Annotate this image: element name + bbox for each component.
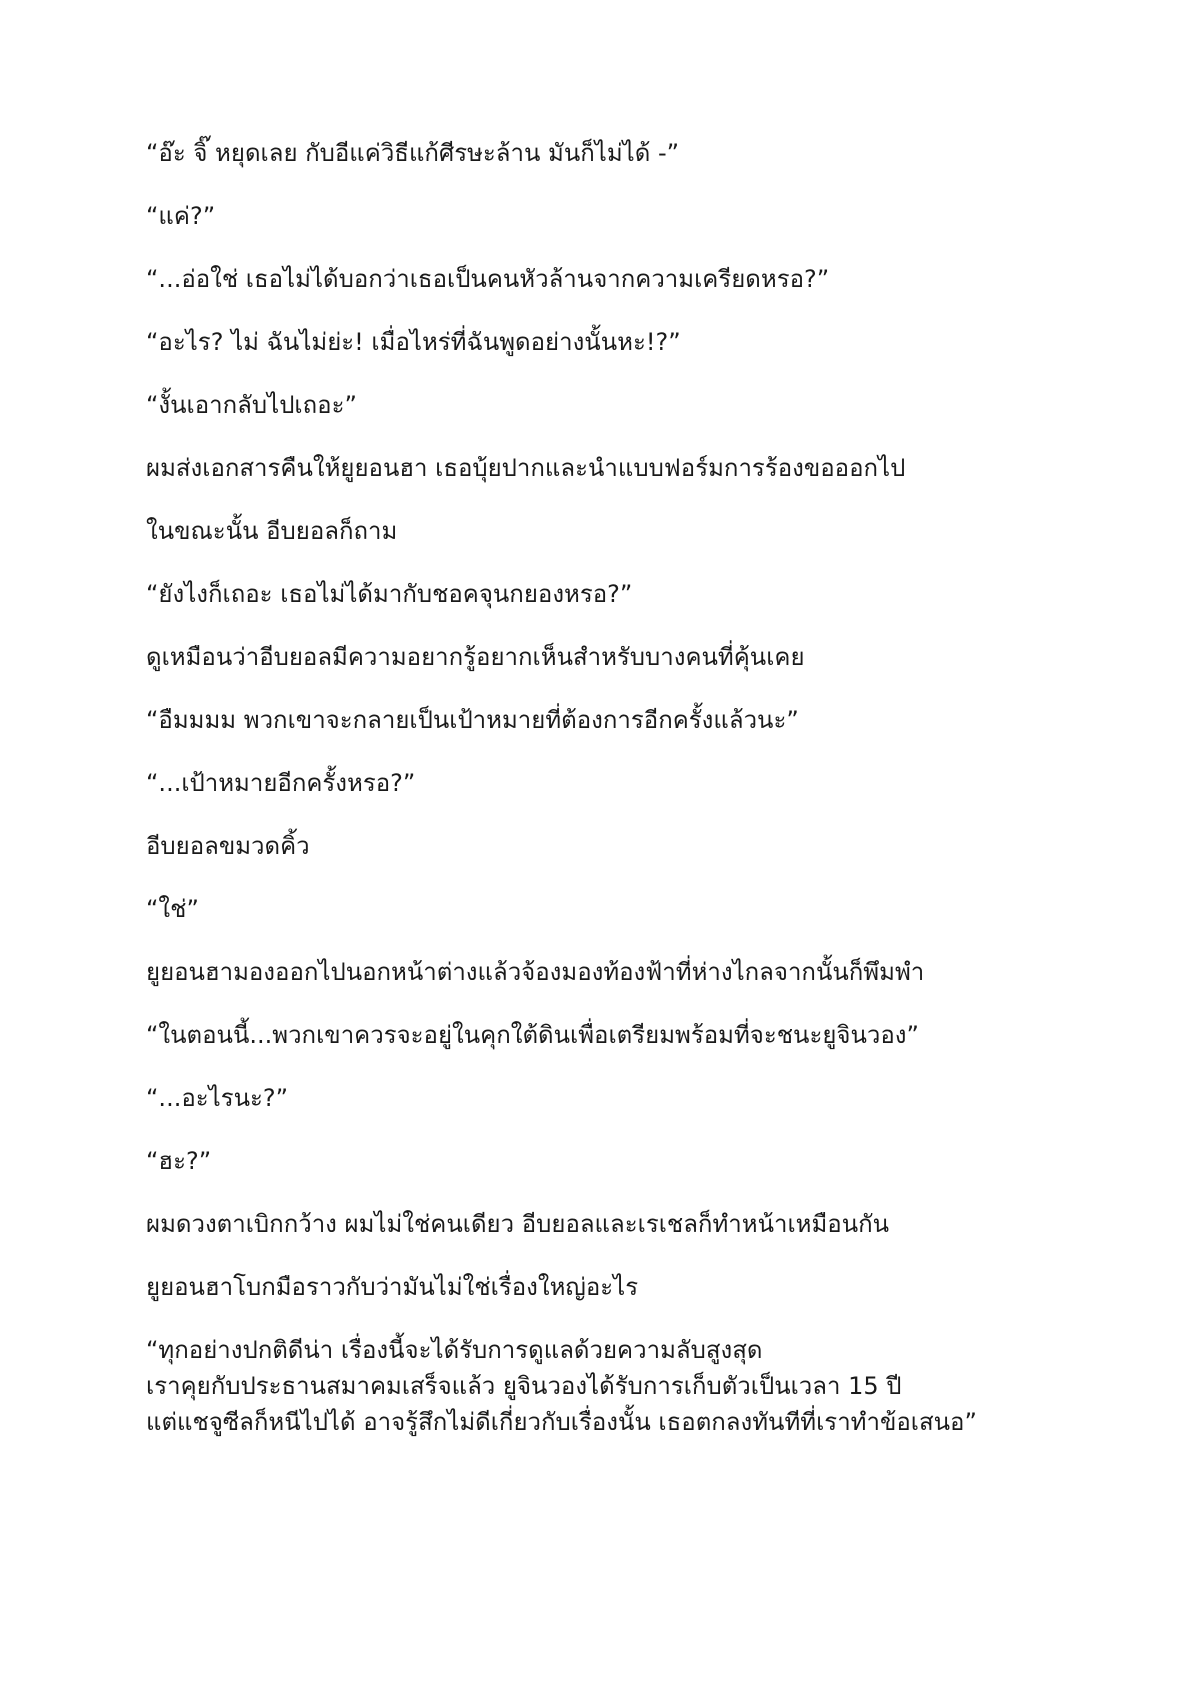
dialogue-line [146,1080,1106,1116]
text-line: “...เป้าหมายอีกครั้งหรอ?” [146,769,416,797]
text-line: “...อะไรนะ?” [146,1084,289,1112]
text-line: “...อ่อใช่ เธอไม่ได้บอกว่าเธอเป็นคนหัวล้านจากความเครียดหรอ?” [146,265,830,293]
text-line: ผมดวงตาเบิกกว้าง ผมไม่ใช่คนเดียว อีบยอลและเรเชลก็ทำหน้าเหมือนกัน [146,1210,890,1238]
text-line: อีบยอลขมวดคิ้ว [146,832,310,860]
dialogue-line [146,891,1106,927]
text-line: ยูยอนฮาโบกมือราวกับว่ามันไม่ใช่เรื่องใหญ่อะไร [146,1273,639,1301]
dialogue-paragraph [146,1332,1106,1440]
narration-line [146,1269,1106,1305]
narration-line [146,954,1106,990]
dialogue-line [146,765,1106,801]
text-line: “งั้นเอากลับไปเถอะ” [146,391,357,419]
dialogue-line [146,702,1106,738]
text-line: ในขณะนั้น อีบยอลก็ถาม [146,517,398,545]
dialogue-line [146,1017,1106,1053]
text-line: ดูเหมือนว่าอีบยอลมีความอยากรู้อยากเห็นสำหรับบางคนที่คุ้นเคย [146,643,805,671]
narration-line [146,1206,1106,1242]
text-line: “ใช่” [146,895,199,923]
dialogue-line [146,261,1106,297]
text-line: ผมส่งเอกสารคืนให้ยูยอนฮา เธอบุ้ยปากและนำแบบฟอร์มการร้องขอออกไป [146,454,906,482]
dialogue-line [146,387,1106,423]
text-line: “อ๊ะ จิ๊ หยุดเลย กับอีแค่วิธีแก้ศีรษะล้าน มันก็ไม่ได้ -” [146,139,680,167]
narration-line [146,639,1106,675]
text-line: แต่แชจูซีลก็หนีไปได้ อาจรู้สึกไม่ดีเกี่ยวกับเรื่องนั้น เธอตกลงทันทีที่เราทำข้อเสนอ” [146,1408,977,1436]
dialogue-line [146,198,1106,234]
dialogue-line [146,135,1106,171]
text-line: ยูยอนฮามองออกไปนอกหน้าต่างแล้วจ้องมองท้องฟ้าที่ห่างไกลจากนั้นก็พึมพำ [146,958,925,986]
narration-line [146,450,1106,486]
text-line: “ฮะ?” [146,1147,212,1175]
dialogue-line [146,1143,1106,1179]
text-line: “แค่?” [146,202,216,230]
text-line: “ทุกอย่างปกติดีน่า เรื่องนี้จะได้รับการดูแลด้วยความลับสูงสุด [146,1336,763,1364]
narration-line [146,513,1106,549]
text-line: “อืมมมม พวกเขาจะกลายเป็นเป้าหมายที่ต้องการอีกครั้งแล้วนะ” [146,706,799,734]
dialogue-line [146,324,1106,360]
text-line: เราคุยกับประธานสมาคมเสร็จแล้ว ยูจินวองได้รับการเก็บตัวเป็นเวลา 15 ปี [146,1372,902,1400]
dialogue-line [146,576,1106,612]
text-line: “ในตอนนี้...พวกเขาควรจะอยู่ในคุกใต้ดินเพื่อเตรียมพร้อมที่จะชนะยูจินวอง” [146,1021,919,1049]
narration-line [146,828,1106,864]
text-line: “อะไร? ไม่ ฉันไม่ย่ะ! เมื่อไหร่ที่ฉันพูดอย่างนั้นหะ!?” [146,328,681,356]
text-line: “ยังไงก็เถอะ เธอไม่ได้มากับชอคจุนกยองหรอ?” [146,580,633,608]
